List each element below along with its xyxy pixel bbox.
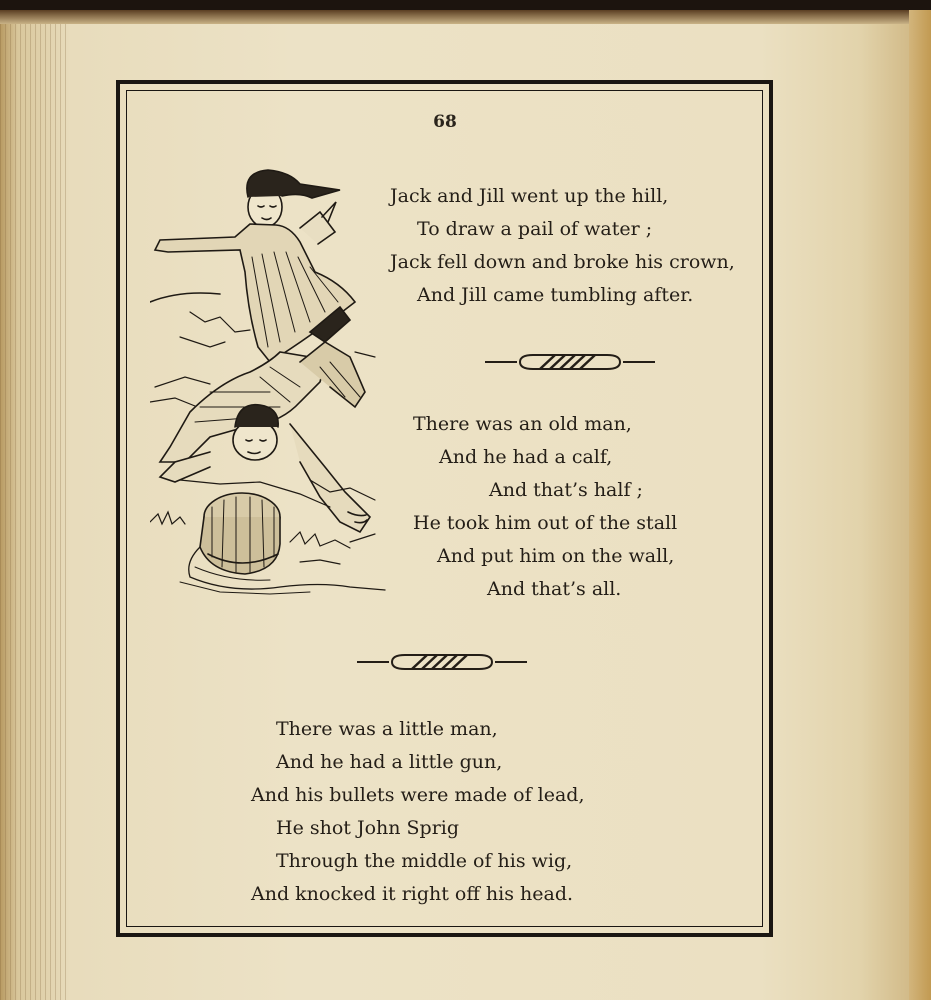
verse-line: There was an old man, <box>413 413 632 435</box>
verse-line: And that’s half ; <box>489 479 643 501</box>
verse-line: And his bullets were made of lead, <box>251 784 585 806</box>
verse-line: And he had a little gun, <box>276 751 503 773</box>
page-edges <box>0 10 70 1000</box>
verse-line: He took him out of the stall <box>413 512 678 534</box>
ornament-divider-icon <box>485 352 655 372</box>
verse-line: To draw a pail of water ; <box>417 218 653 240</box>
page-number: 68 <box>433 112 457 132</box>
verse-line: And that’s all. <box>487 578 622 600</box>
verse-jack-and-jill <box>390 180 735 312</box>
verse-old-man-calf <box>413 408 677 606</box>
top-binding-edge <box>0 10 931 24</box>
verse-line: And Jill came tumbling after. <box>417 284 694 306</box>
ornament-divider-icon <box>357 652 527 672</box>
verse-line: There was a little man, <box>276 718 498 740</box>
verse-line: And knocked it right off his head. <box>251 883 574 905</box>
jack-and-jill-illustration-icon <box>150 162 390 602</box>
right-page-edge <box>909 10 931 1000</box>
verse-little-man-gun <box>251 713 585 911</box>
verse-line: He shot John Sprig <box>276 817 460 839</box>
verse-line: And put him on the wall, <box>437 545 675 567</box>
verse-line: And he had a calf, <box>439 446 613 468</box>
verse-line: Jack and Jill went up the hill, <box>390 185 669 207</box>
verse-line: Through the middle of his wig, <box>276 850 573 872</box>
verse-line: Jack fell down and broke his crown, <box>390 251 735 273</box>
